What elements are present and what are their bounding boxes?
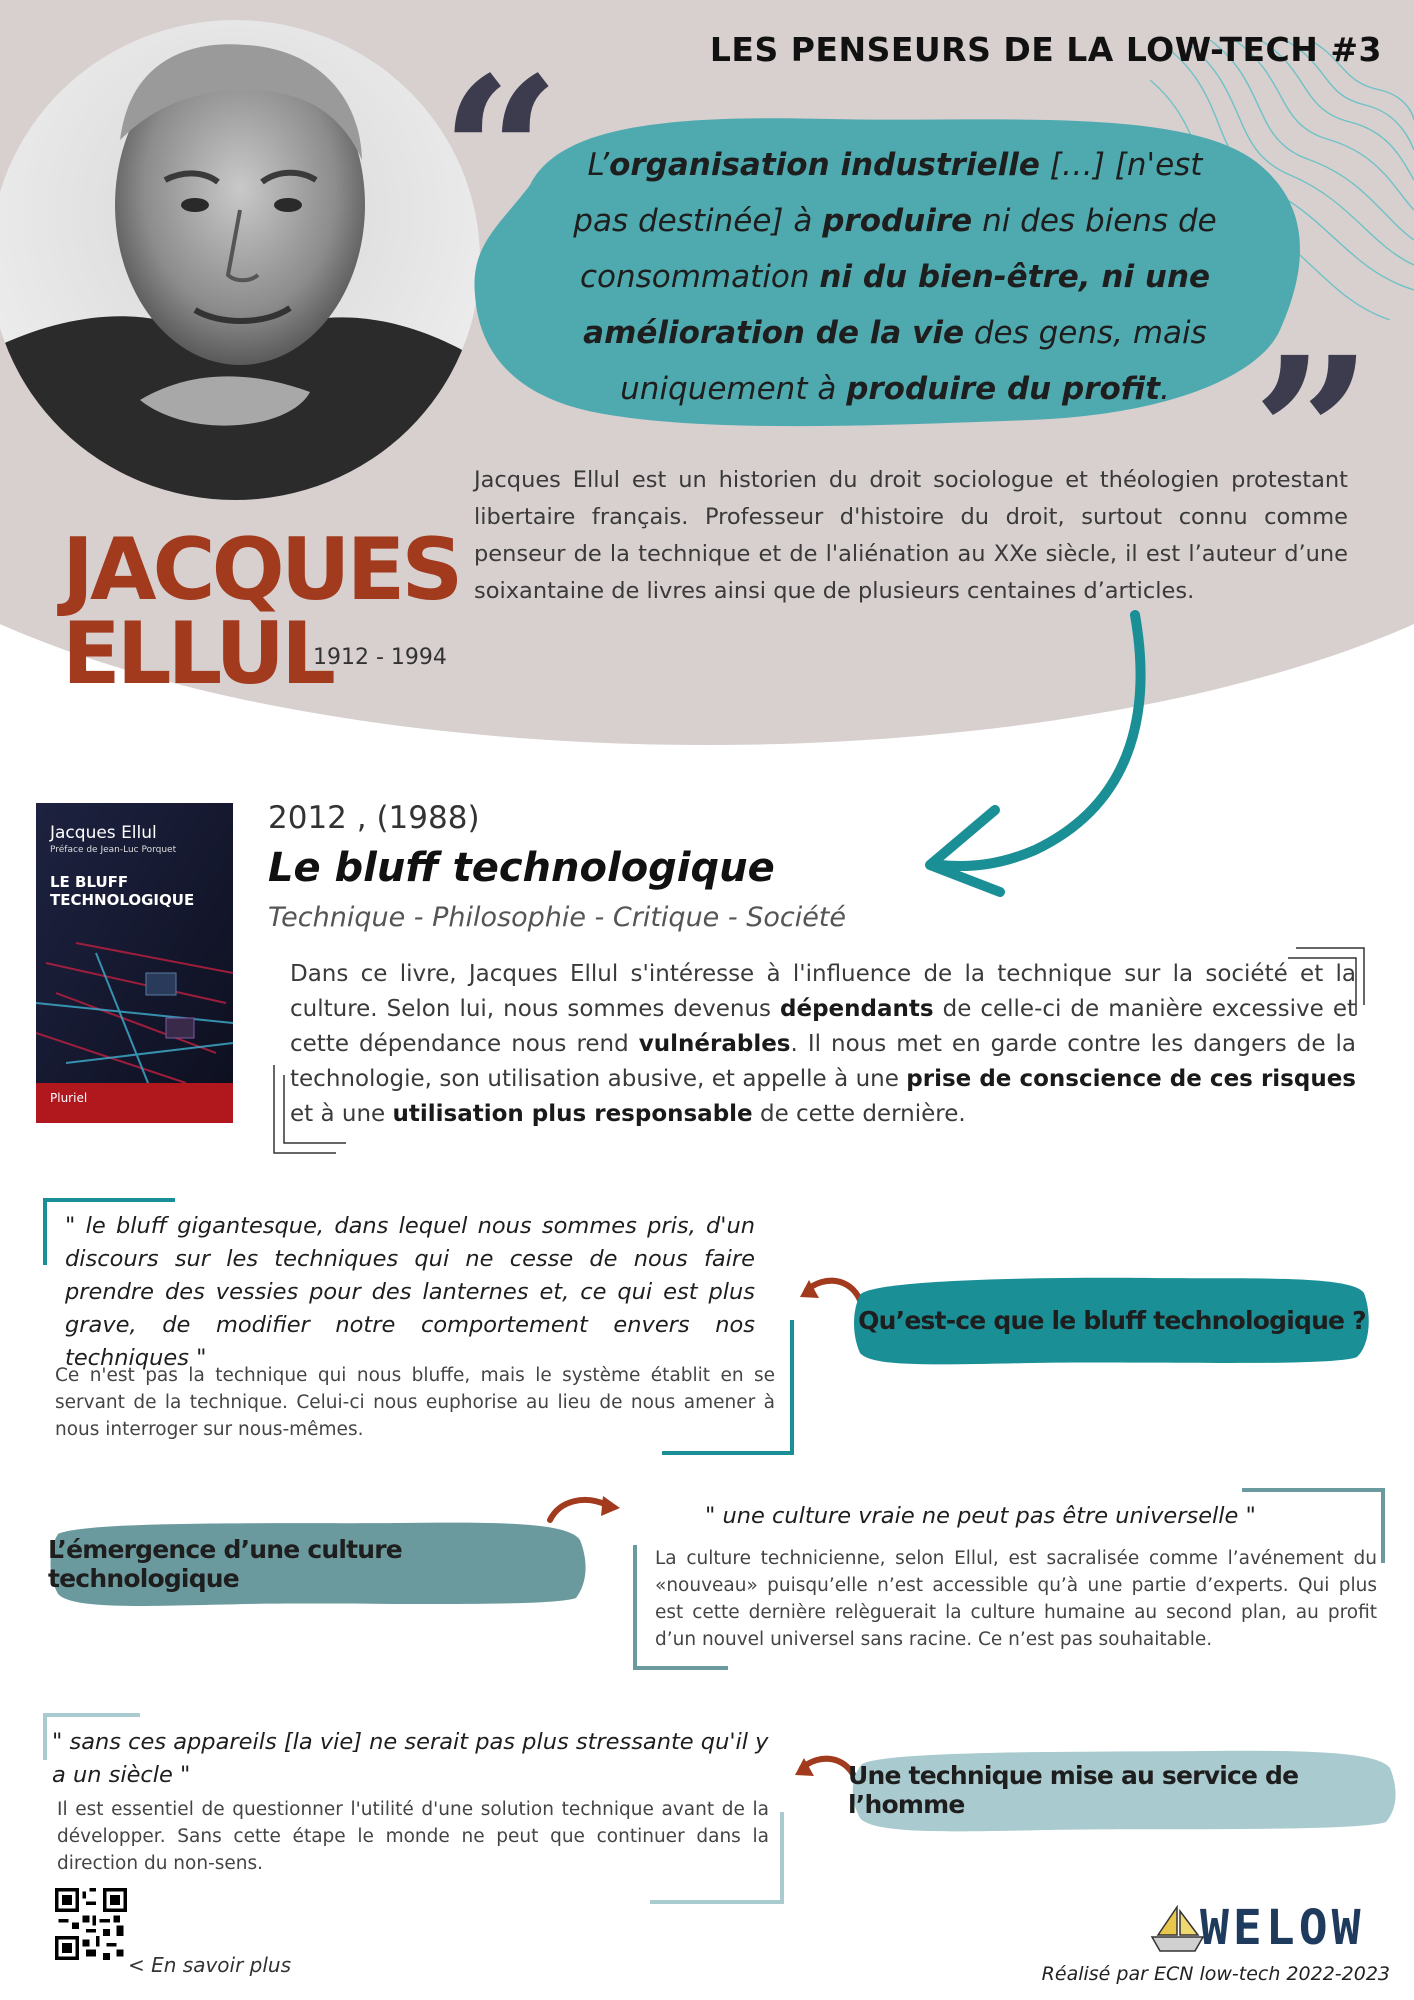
description-emphasis: utilisation plus responsable: [392, 1101, 753, 1127]
description-text: de celle-ci de manière excessive et cette dépendance nous rend: [290, 996, 1356, 1057]
person-name: [62, 520, 460, 704]
section-2-text: La culture technicienne, selon Ellul, est sacralisée comme l’avénement du «nouveau» puisqu’elle n’est accessible qu’à une partie d’experts. Qui plus est cette dernière relèguerait la culture humaine au second plan, au profit d’un nouvel universel sans racine. Ce n’est pas souhaitable.: [655, 1548, 1377, 1650]
section-2-heading: [48, 1520, 588, 1608]
section-1-heading: [852, 1275, 1372, 1365]
cover-title: [50, 873, 194, 909]
description-text: Dans ce livre, Jacques Ellul s'intéresse à l'influence de la technique sur la société et la culture. Selon lui, nous sommes devenus: [290, 961, 1356, 1022]
main-quote-emphasis: produire: [822, 203, 973, 239]
biography: Jacques Ellul est un historien du droit sociologue et théologien protestant libertaire français. Professeur d'histoire du droit, surtout connu comme penseur de la technique et de l'aliénation au XXe siècle, il est l’auteur d’une soixantaine de livres ainsi que de plusieurs centaines d’articles.: [474, 467, 1348, 604]
section-1-text: Ce n'est pas la technique qui nous bluffe, mais le système établit en se servant de la technique. Celui-ci nous euphorise au lieu de nous amener à nous interroger sur nous-mêmes.: [55, 1365, 775, 1440]
cover-author: Jacques Ellul: [50, 823, 157, 843]
main-quote: [565, 137, 1225, 417]
main-quote-emphasis: produire du profit: [846, 371, 1161, 407]
section-2-heading-label: L’émergence d’une culture technologique: [48, 1535, 402, 1593]
main-quote-text: […] [n'est pas destinée] à: [573, 147, 1203, 239]
open-quote-icon: “: [440, 31, 561, 278]
section-3-heading: [848, 1748, 1398, 1832]
qr-code[interactable]: [55, 1888, 127, 1960]
section-3-quote: " sans ces appareils [la vie] ne serait pas plus stressante qu'il y a un siècle ": [52, 1729, 769, 1788]
section-2-quote: " une culture vraie ne peut pas être universelle ": [705, 1503, 1256, 1529]
book-title: Le bluff technologique: [268, 845, 775, 891]
book-tags: Technique - Philosophie - Critique - Société: [268, 902, 847, 933]
welow-logo: WELOW: [1200, 1900, 1365, 1956]
boat-logo-icon: [1150, 1905, 1205, 1955]
cover-publisher: Pluriel: [50, 1091, 88, 1105]
book-year: 2012 , (1988): [268, 800, 480, 836]
main-quote-emphasis: ni du bien-être, ni une amélioration de la vie: [583, 259, 1211, 351]
credit-line: Réalisé par ECN low-tech 2022-2023: [1041, 1963, 1390, 1985]
description-text: de cette dernière.: [752, 1101, 966, 1127]
section-3-heading-label: Une technique mise au service de l’homme: [848, 1761, 1299, 1819]
main-quote-emphasis: organisation industrielle: [609, 147, 1040, 183]
person-last-name: ELLUL: [62, 604, 332, 704]
more-info-link[interactable]: < En savoir plus: [128, 1953, 292, 1977]
description-emphasis: prise de conscience de ces risques: [906, 1066, 1356, 1092]
section-3-text: Il est essentiel de questionner l'utilité d'une solution technique avant de la développer. Sans cette étape le monde ne peut que continuer dans la direction du non-sens.: [57, 1799, 769, 1874]
cover-title-line: TECHNOLOGIQUE: [50, 891, 195, 909]
series-title: LES PENSEURS DE LA LOW-TECH #3: [709, 30, 1382, 69]
curved-arrow-icon: [900, 610, 1160, 900]
person-first-name: JACQUES: [62, 520, 460, 620]
main-quote-text: .: [1160, 371, 1170, 407]
description-emphasis: dépendants: [780, 996, 934, 1022]
book-description: [290, 957, 1356, 1132]
cover-title-line: LE BLUFF: [50, 873, 129, 891]
section-1-heading-label: Qu’est-ce que le bluff technologique ?: [858, 1305, 1366, 1335]
description-text: et à une: [290, 1101, 393, 1127]
book-cover: [36, 803, 233, 1123]
cover-preface: Préface de Jean-Luc Porquet: [50, 845, 177, 855]
main-quote-text: des gens, mais uniquement à: [620, 315, 1207, 407]
main-quote-text: L’: [587, 147, 610, 183]
description-text: . Il nous met en garde contre les dangers de la technologie, son utilisation abusive, et appelle à une: [290, 1031, 1356, 1092]
life-dates: 1912 - 1994: [313, 645, 447, 670]
main-quote-text: ni des biens de consommation: [579, 203, 1217, 295]
description-emphasis: vulnérables: [638, 1031, 791, 1057]
portrait-photo: [0, 20, 480, 500]
section-1-quote: " le bluff gigantesque, dans lequel nous sommes pris, d'un discours sur les techniques qui ne cesse de nous faire prendre des vessies pour des lanternes et, ce qui est plus grave, de modifier notre comportement envers nos techniques ": [65, 1213, 755, 1371]
close-quote-icon: ”: [1252, 311, 1373, 558]
section-2-arrow-icon: [545, 1490, 625, 1535]
